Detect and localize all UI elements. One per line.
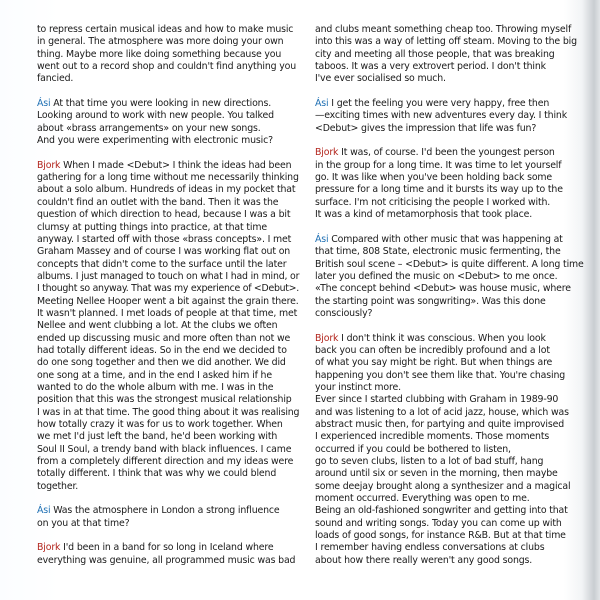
text-line: I've ever socialised so much.: [315, 73, 446, 85]
speaker-label: Bjork: [315, 147, 339, 159]
text-line: pressure for a long time and it bursts its way up to the: [315, 184, 563, 196]
line-text: I get the feeling you were very happy, free then: [328, 98, 550, 110]
interview-paragraph: [37, 98, 299, 147]
text-line: I experienced incredible moments. Those moments: [315, 431, 550, 443]
speaker-label: Bjork: [37, 159, 61, 171]
text-line: from a completely different direction and my ideas were: [37, 456, 294, 468]
text-line: moment occurred. Everything was open to me.: [315, 493, 530, 505]
line-text: Compared with other music that was happening at: [328, 233, 563, 245]
text-line: I remember having endless conversations at clubs: [315, 542, 545, 554]
interview-paragraph: [315, 147, 587, 221]
text-line: of what you say might be right. But when things are: [315, 357, 553, 369]
text-line: everything was genuine, all programmed music was bad: [37, 554, 296, 566]
text-line: Being an old-fashioned songwriter and getting into that: [315, 505, 568, 517]
text-line: ended up discussing music and more often than not we: [37, 332, 291, 344]
speaker-label: Ási: [37, 505, 51, 517]
line-text: I'd been in a band for so long in Iceland where: [60, 542, 274, 554]
text-line: concepts that didn't come to the surface until the later: [37, 258, 287, 270]
text-line: went out to a record shop and couldn't find anything you: [37, 61, 297, 73]
text-line: about a solo album. Hundreds of ideas in my pocket that: [37, 184, 296, 196]
interview-paragraph: [37, 24, 299, 86]
text-line: loads of good songs, for instance R&B. But at that time: [315, 530, 566, 542]
text-line: fancied.: [37, 73, 74, 85]
line-text: It was, of course. I'd been the youngest person: [338, 147, 555, 159]
text-line: together.: [37, 480, 79, 492]
text-line: It was a kind of metamorphosis that took place.: [315, 209, 533, 221]
text-line: couldn't find an outlet with the band. Then it was the: [37, 196, 279, 208]
text-line: [315, 147, 587, 159]
text-line: <Debut> gives the impression that life was fun?: [315, 122, 537, 134]
line-text: At that time you were looking in new directions.: [50, 98, 272, 110]
text-line: And you were experimenting with electronic music?: [37, 135, 273, 147]
left-column: [37, 24, 299, 579]
text-line: totally different. I think that was why we could blend: [37, 468, 277, 480]
interview-paragraph: [37, 505, 299, 530]
interview-paragraph: [315, 234, 587, 320]
text-line: go to seven clubs, listen to a lot of bad stuff, hang: [315, 456, 544, 468]
text-line: [315, 333, 587, 345]
interview-paragraph: [37, 160, 299, 493]
text-line: [37, 505, 299, 517]
text-line: occurred if you could be bothered to listen,: [315, 443, 511, 455]
interview-paragraph: [315, 24, 587, 86]
text-line: [315, 234, 587, 246]
text-line: around until six or seven in the morning, then maybe: [315, 468, 558, 480]
text-line: and was listening to a lot of acid jazz, house, which was: [315, 406, 569, 418]
text-line: in the group for a long time. It was time to let yourself: [315, 159, 562, 171]
text-line: that time, 808 State, electronic music fermenting, the: [315, 246, 561, 258]
text-line: city and meeting all those people, that was breaking: [315, 48, 555, 60]
text-line: go. It was like when you've been holding back some: [315, 172, 553, 184]
text-line: Looking around to work with new people. You talked: [37, 110, 274, 122]
interview-paragraph: [37, 542, 299, 567]
text-line: into this was a way of letting off steam. Moving to the big: [315, 36, 577, 48]
text-line: British soul scene – <Debut> is quite different. A long time: [315, 258, 584, 270]
text-line: anyway. I started off with those «brass concepts». I met: [37, 233, 292, 245]
text-line: [37, 160, 299, 172]
text-line: question of which direction to head, because I was a bit: [37, 209, 291, 221]
text-line: the starting point was songwriting». Was this done: [315, 295, 546, 307]
text-line: to repress certain musical ideas and how to make music: [37, 24, 294, 35]
text-line: back you can often be incredibly profound and a lot: [315, 344, 550, 356]
text-line: clumsy at putting things into practice, at that time: [37, 221, 267, 233]
text-line: [315, 98, 587, 110]
text-line: later you defined the music on <Debut> to me once.: [315, 270, 558, 282]
text-line: «The concept behind <Debut> was house music, where: [315, 283, 571, 295]
speaker-label: Bjork: [37, 542, 61, 554]
text-line: in general. The atmosphere was more doing your own: [37, 36, 284, 48]
line-text: I don't think it was conscious. When you look: [338, 332, 546, 344]
text-line: —exciting times with new adventures every day. I think: [315, 110, 567, 122]
right-column: [315, 24, 587, 579]
text-line: abstract music then, for partying and quite improvised: [315, 419, 565, 430]
line-text: When I made <Debut> I think the ideas had been: [60, 159, 292, 171]
text-line: position that this was the strongest musical relationship: [37, 394, 292, 406]
text-line: consciously?: [315, 307, 373, 319]
text-line: Ever since I started clubbing with Graham in 1989-90: [315, 394, 559, 406]
text-line: surface. I'm not criticising the people I worked with.: [315, 196, 551, 208]
speaker-label: Bjork: [315, 332, 339, 344]
text-line: I thought so anyway. That was my experience of <Debut>.: [37, 283, 299, 295]
text-line: had totally different ideas. So in the end we decided to: [37, 344, 287, 356]
text-line: thing. Maybe more like doing something because you: [37, 48, 282, 60]
speaker-label: Ási: [315, 233, 329, 245]
text-line: about «brass arrangements» on your new songs.: [37, 122, 261, 134]
text-line: sound and writing songs. Today you can come up with: [315, 517, 562, 529]
text-line: how totally crazy it was for us to work together. When: [37, 419, 283, 430]
text-line: do one song together and then we did another. We did: [37, 357, 286, 369]
speaker-label: Ási: [37, 98, 51, 110]
text-line: Nellee and went clubbing a lot. At the clubs we often: [37, 320, 278, 332]
text-line: I was in at that time. The good thing about it was realising: [37, 406, 300, 418]
text-line: about how there really weren't any good songs.: [315, 554, 533, 566]
text-line: Soul II Soul, a trendy band with black influences. I came: [37, 443, 292, 455]
text-line: [37, 542, 299, 554]
text-line: happening you don't see them like that. You're chasing: [315, 369, 566, 381]
text-line: some deejay brought along a synthesizer and a magical: [315, 480, 571, 492]
text-line: one song at a time, and in the end I asked him if he: [37, 369, 272, 381]
text-line: albums. I just managed to touch on what I had in mind, or: [37, 270, 300, 282]
text-line: Meeting Nellee Hooper went a bit against the grain there.: [37, 295, 299, 307]
text-line: [37, 98, 299, 110]
text-line: your instinct more.: [315, 381, 401, 393]
text-line: on you at that time?: [37, 517, 130, 529]
interview-paragraph: [315, 98, 587, 135]
text-line: we met I'd just left the band, he'd been working with: [37, 431, 278, 443]
text-line: and clubs meant something cheap too. Throwing myself: [315, 24, 572, 35]
text-line: It wasn't planned. I met loads of people at that time, met: [37, 307, 298, 319]
text-line: gathering for a long time without me necessarily thinking: [37, 172, 299, 184]
line-text: Was the atmosphere in London a strong influence: [50, 505, 280, 517]
text-line: Graham Massey and of course I was working flat out on: [37, 246, 291, 258]
text-line: wanted to do the whole album with me. I was in the: [37, 381, 274, 393]
text-line: taboos. It was a very extrovert period. I don't think: [315, 61, 546, 73]
interview-paragraph: [315, 333, 587, 568]
speaker-label: Ási: [315, 98, 329, 110]
